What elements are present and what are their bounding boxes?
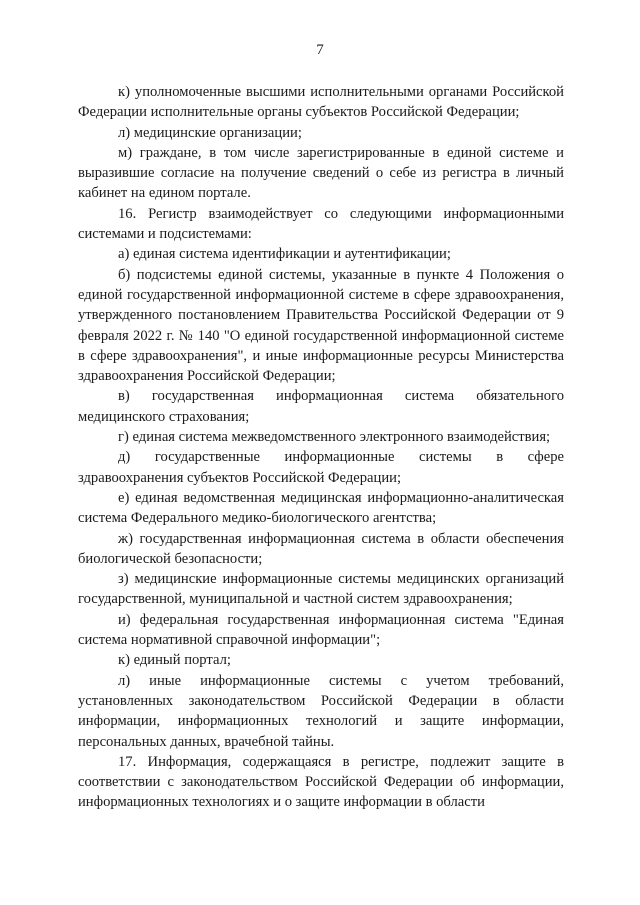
list-item-e: е) единая ведомственная медицинская информационно-аналитическая система Федерального медико-биологического агентства; [78,489,564,527]
list-item-b: б) подсистемы единой системы, указанные в пункте 4 Положения о единой государственной информационной системе в сфере здравоохранения, утвержденного постановлением Правительства Российской Федерации от 9 февраля 2022 г. № 140 "О единой государственной информационной системе в сфере здравоохранения", и иные информационные ресурсы Министерства здравоохранения Российской Федерации; [78,266,564,385]
list-item-g: г) единая система межведомственного электронного взаимодействия; [118,429,551,446]
list-item-k2: к) единый портал; [118,652,231,669]
list-item-l: л) медицинские организации; [118,124,302,141]
clause-17: 17. Информация, содержащаяся в регистре, подлежит защите в соответствии с законодательством Российской Федерации об информации, информационных технологиях и о защите информации в области [78,753,564,811]
list-item-i: и) федеральная государственная информационная система "Единая система нормативной справочной информации"; [78,611,564,649]
clause-16: 16. Регистр взаимодействует со следующими информационными системами и подсистемами: [78,205,564,243]
page-number: 7 [316,42,324,58]
list-item-z: з) медицинские информационные системы медицинских организаций государственной, муниципальной и частной систем здравоохранения; [78,571,564,608]
document-body [78,82,564,813]
list-item-v: в) государственная информационная система обязательного медицинского страхования; [78,388,564,425]
list-item-l2: л) иные информационные системы с учетом требований, установленных законодательством Российской Федерации в области информации, информационных технологий и защите информации, персональных данных, врачебной тайны. [78,672,564,750]
list-item-a: а) единая система идентификации и аутентификации; [118,246,451,263]
list-item-d: д) государственные информационные системы в сфере здравоохранения субъектов Российской Федерации; [78,449,564,486]
list-item-zh: ж) государственная информационная система в области обеспечения биологической безопасности; [78,530,564,567]
list-item-k: к) уполномоченные высшими исполнительными органами Российской Федерации исполнительные органы субъектов Российской Федерации; [78,84,564,121]
list-item-m: м) граждане, в том числе зарегистрированные в единой системе и выразившие согласие на получение сведений о себе из регистра в личный кабинет на едином портале. [78,144,564,202]
